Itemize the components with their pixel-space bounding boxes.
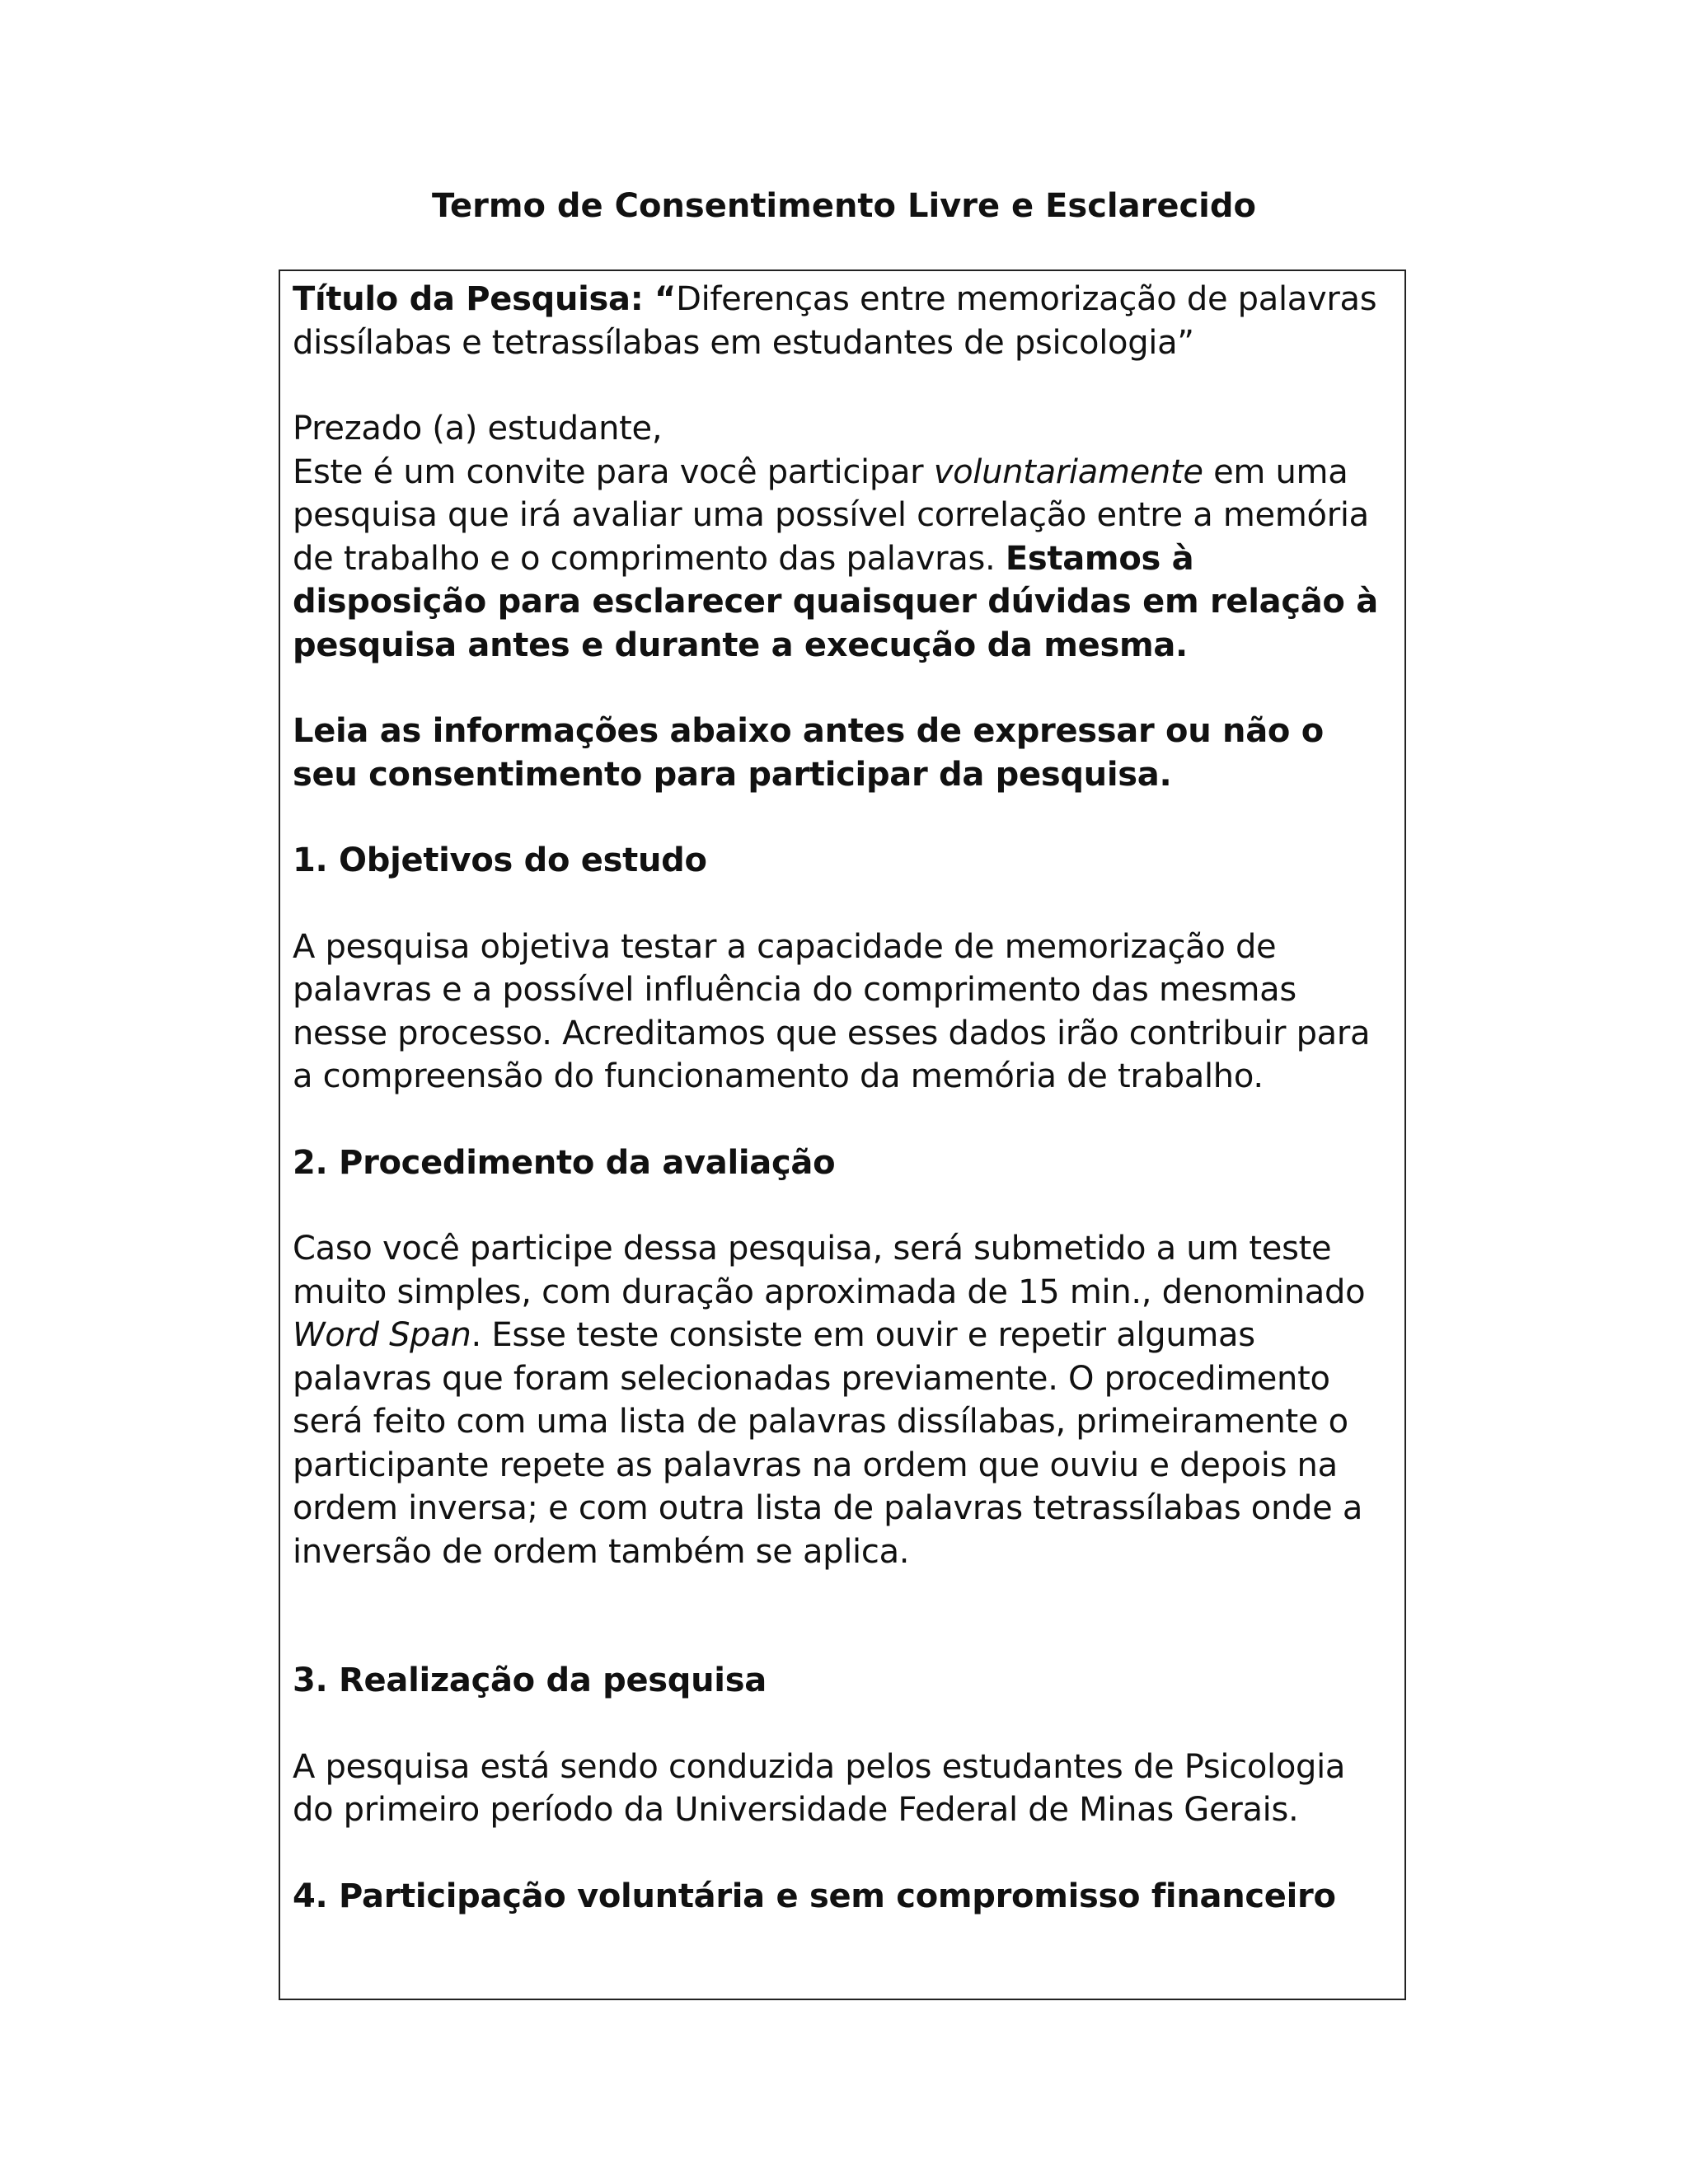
section-1-heading xyxy=(293,839,1380,883)
notice xyxy=(293,710,1380,796)
intro-text-1: Este é um convite para você participar xyxy=(293,452,934,491)
research-title-label: Título da Pesquisa: “ xyxy=(293,280,677,318)
notice-text: Leia as informações abaixo antes de expressar ou não o seu consentimento para participar da pesquisa. xyxy=(293,712,1324,794)
section-3-heading xyxy=(293,1659,1380,1703)
section-heading: 3. Realização da pesquisa xyxy=(293,1661,767,1699)
intro-text-2: em uma pesquisa que irá avaliar uma possível correlação entre a memória de trabalho e o comprimento das palavras. xyxy=(293,452,1369,578)
section-2-heading xyxy=(293,1141,1380,1185)
intro-paragraph xyxy=(293,451,1380,668)
section-4-heading xyxy=(293,1875,1380,1919)
greeting: Prezado (a) estudante, xyxy=(293,410,663,448)
section-2-text xyxy=(293,1227,1380,1573)
consent-box xyxy=(279,269,1406,2000)
section-heading: 4. Participação voluntária e sem compromisso financeiro xyxy=(293,1877,1336,1915)
research-title-text: Diferenças entre memorização de palavras dissílabas e tetrassílabas em estudantes de psicologia” xyxy=(293,280,1377,362)
section-1-text: A pesquisa objetiva testar a capacidade de memorização de palavras e a possível influência do comprimento das mesmas nesse processo. Acreditamos que esses dados irão contribuir para a compreensão do funcionamento da memória de trabalho. xyxy=(293,927,1371,1095)
document-title: Termo de Consentimento Livre e Esclarecido xyxy=(431,187,1257,225)
section-2-text-1: Caso você participe dessa pesquisa, será submetido a um teste muito simples, com duração aproximada de 15 min., denominado xyxy=(293,1230,1366,1311)
section-2-emphasis: Word Span xyxy=(293,1316,471,1354)
section-3-text: A pesquisa está sendo conduzida pelos estudantes de Psicologia do primeiro período da Universidade Federal de Minas Gerais. xyxy=(293,1747,1346,1829)
section-heading: 2. Procedimento da avaliação xyxy=(293,1143,836,1182)
research-title xyxy=(293,278,1380,364)
intro-bold: Estamos à disposição para esclarecer quaisquer dúvidas em relação à pesquisa antes e durante a execução da mesma. xyxy=(293,539,1378,664)
intro-emphasis: voluntariamente xyxy=(933,452,1203,491)
section-heading: 1. Objetivos do estudo xyxy=(293,841,707,879)
section-2-text-2: . Esse teste consiste em ouvir e repetir algumas palavras que foram selecionadas previamente. O procedimento será feito com uma lista de palavras dissílabas, primeiramente o participante repete as palavras na ordem que ouviu e depois na ordem inversa; e com outra lista de palavras tetrassílabas onde a inversão de ordem também se aplica. xyxy=(293,1316,1363,1571)
